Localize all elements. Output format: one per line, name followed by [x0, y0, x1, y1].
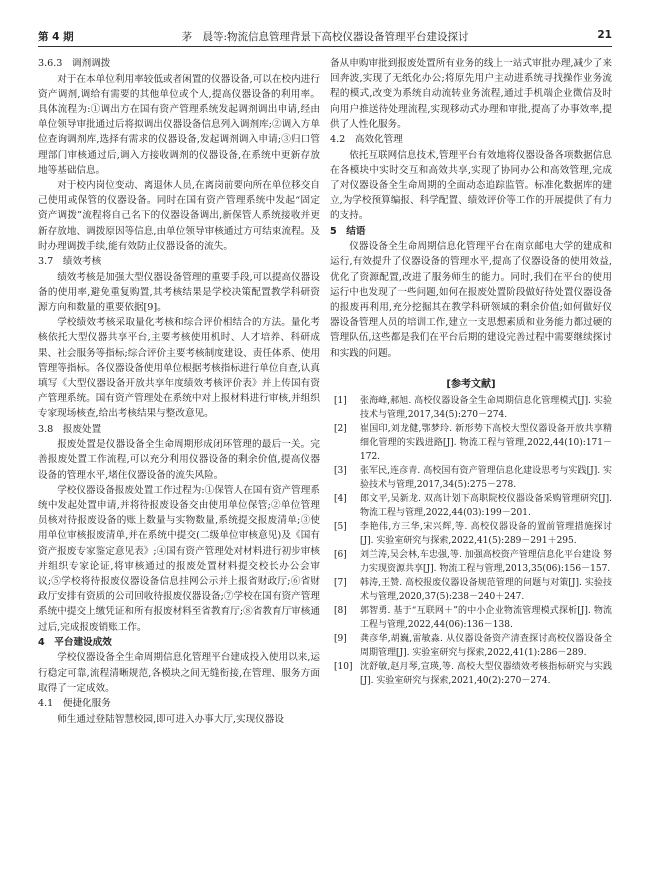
reference-list [330, 394, 612, 688]
section-heading: 4.1 便捷化服务 [38, 698, 111, 710]
reference-text: 崔国印,刘龙健,鄂梦玲. 新形势下高校大型仪器设备开放共享精细化管理的实践进路[J]. 物流工程与管理,2022,44(10):171－172. [360, 423, 612, 462]
paragraph: 依托互联网信息技术,管理平台有效地将仪器设备各项数据信息在各模块中实时交互和高效共享,实现了协同办公和高效管理,完成了对仪器设备全生命周期的全面动态追踪监管。标准化数据库的建立,为学校预算编报、科学配置、绩效评价等工作的开展提供了有力的支持。 [330, 149, 612, 222]
reference-number: [5] [334, 521, 347, 532]
reference-item [330, 492, 612, 520]
reference-item [330, 464, 612, 492]
reference-item [330, 520, 612, 548]
section-heading: 5 结语 [330, 225, 366, 237]
reference-item [330, 604, 612, 632]
reference-number: [3] [334, 465, 347, 476]
paragraph: 仪器设备全生命周期信息化管理平台在南京邮电大学的建成和运行,有效提升了仪器设备的管理水平,提高了仪器设备的使用效益,优化了资源配置,改进了服务师生的能力。同时,我们在平台的使用运行中也发现了一些问题,如何在报废处置阶段做好待处置仪器设备的报废再利用,充分挖掘其在教学科研领域的剩余价值;如何做好仪器设备管理人员的培训工作,建立一支思想素质和业务能力都过硬的管理队伍,这些都是我们在平台后期的建设完善过程中需要继续探讨和实践的问题。 [330, 241, 612, 359]
reference-number: [9] [334, 633, 347, 644]
left-column [38, 56, 320, 727]
paragraph: 对于在本单位利用率较低或者闲置的仪器设备,可以在校内进行资产调剂,调给有需要的其他单位或个人,提高仪器设备的利用率。具体流程为:①调出方在国有资产管理系统发起调剂调出申请,经由单位领导审批通过后将拟调出仪器设备信息列入调剂库;②调入方单位查询调剂库,选择有需求的仪器设备,发起调剂调入申请;③归口管理部门审核通过后,调入方接收调剂的仪器设备,在系统中更新存放地等基础信息。 [38, 73, 320, 176]
reference-number: [6] [334, 549, 347, 560]
section-heading: 4.2 高效化管理 [330, 134, 403, 146]
reference-number: [4] [334, 493, 347, 504]
reference-text: 韩涛,王赞. 高校报废仪器设备规范管理的问题与对策[J]. 实验技术与管理,2020,37(5):238－240＋247. [360, 577, 612, 602]
running-title: 茅 晨等:物流信息管理背景下高校仪器设备管理平台建设探讨 [181, 31, 469, 43]
reference-number: [1] [334, 395, 347, 406]
reference-item [330, 576, 612, 604]
paragraph: 学校绩效考核采取量化考核和综合评价相结合的方法。量化考核依托大型仪器共享平台,主要考核使用机时、人才培养、科研成果、社会服务等指标;综合评价主要考核制度建设、责任体系、使用管理等指标。各仪器设备使用单位根据考核指标进行单位自查,认真填写《大型仪器设备开放共享年度绩效考核评价表》并上传国有资产管理系统。国有资产管理处在系统中对上报材料进行审核,并组织专家现场核查,给出考核结果与整改意见。 [38, 317, 320, 420]
reference-number: [2] [334, 423, 347, 434]
reference-number: [10] [334, 661, 353, 672]
issue-number: 第 4 期 [38, 31, 74, 43]
reference-number: [8] [334, 605, 347, 616]
references-heading: [参考文献] [446, 378, 496, 390]
reference-text: 李艳伟,方三华,宋兴辉,等. 高校仪器设备的置前管理措施探讨[J]. 实验室研究与探索,2022,41(5):289－291＋295. [360, 521, 612, 546]
reference-item [330, 548, 612, 576]
reference-text: 龚彦华,胡巍,雷敏淼. 从仪器设备资产清查探讨高校仪器设备全周期管理[J]. 实验室研究与探索,2022,41(1):286－289. [360, 633, 612, 658]
paragraph: 学校仪器设备全生命周期信息化管理平台建成投入使用以来,运行稳定可靠,流程清晰规范,各模块之间无缝衔接,在管理、服务方面取得了一定成效。 [38, 652, 320, 694]
reference-text: 刘兰涛,吴会林,车忠强,等. 加强高校资产管理信息化平台建设 努力实现资源共享[J]. 物流工程与管理,2013,35(06):156－157. [360, 549, 612, 574]
section-heading: 4 平台建设成效 [38, 636, 112, 648]
paragraph: 师生通过登陆智慧校园,即可进入办事大厅,实现仪器设 [57, 713, 284, 725]
paragraph: 报废处置是仪器设备全生命周期形成闭环管理的最后一关。完善报废处置工作流程,可以充分利用仪器设备的剩余价值,提高仪器设备的管理水平,堵住仪器设备的流失风险。 [38, 439, 320, 481]
reference-text: 张军民,连彦青. 高校国有资产管理信息化建设思考与实践[J]. 实验技术与管理,2017,34(5):275－278. [360, 465, 612, 490]
paragraph: 学校仪器设备报废处置工作过程为:①保管人在国有资产管理系统中发起处置申请,并将待报废设备交由使用单位保管;②单位管理员核对待报废设备的账上数量与实物数量,系统提交报废清单;③使用单位审核报废清单,并在系统中提交(二级单位审核意见)及《国有资产报废专家鉴定意见表》;④国有资产管理处对材料进行初步审核并组织专家论证,将审核通过的报废处置材料提交校长办公会审议;⑤学校将待报废仪器设备信息挂网公示并上报省财政厅;⑥省财政厅安排有资质的公司回收待报废仪器设备;⑦学校在国有资产管理系统中提交上缴凭证和所有报废材料至省教育厅;⑧省教育厅审核通过后,完成报废销账工作。 [38, 484, 320, 633]
reference-text: 张海峰,郝旭. 高校仪器设备全生命周期信息化管理模式[J]. 实验技术与管理,2017,34(5):270－274. [360, 395, 612, 420]
reference-item [330, 632, 612, 660]
reference-number: [7] [334, 577, 347, 588]
section-heading: 3.6.3 调剂调拨 [38, 58, 111, 69]
reference-item [330, 422, 612, 464]
reference-text: 郭智勇. 基于“互联网＋”的中小企业物流管理模式探析[J]. 物流工程与管理,2022,44(06):136－138. [360, 605, 612, 630]
section-heading: 3.8 报废处置 [38, 423, 102, 435]
reference-text: 沈舒敏,赵月琴,宣瑛,等. 高校大型仪器绩效考核指标研究与实践[J]. 实验室研究与探索,2021,40(2):270－274. [360, 661, 612, 686]
section-heading: 3.7 绩效考核 [38, 256, 102, 268]
paragraph: 绩效考核是加强大型仪器设备管理的重要手段,可以提高仪器设备的使用率,避免重复购置,其考核结果是学校决策配置教学科研资源方向和数量的重要依据[9]。 [38, 271, 320, 314]
reference-item [330, 660, 612, 688]
reference-item [330, 394, 612, 422]
page-number: 21 [597, 29, 612, 41]
paragraph: 对于校内岗位变动、离退休人员,在离岗前要向所在单位移交自己使用或保管的仪器设备。同时在国有资产管理系统中发起“固定资产调拨”流程将自己名下的仪器设备调出,新保管人系统接收并更新存放地、调拨原因等信息,由单位领导审核通过方可结束流程。及时办理调拨手续,能有效防止仪器设备的流失。 [38, 180, 320, 252]
running-header [38, 26, 612, 47]
right-column [330, 56, 612, 688]
reference-text: 郎文平,吴新龙. 双高计划下高职院校仪器设备采购管理研究[J]. 物流工程与管理,2022,44(03):199－201. [360, 493, 612, 518]
paragraph: 备从申购审批到报废处置所有业务的线上一站式审批办理,减少了来回奔波,实现了无纸化办公;将原先用户主动进系统寻找操作业务流程的模式,改变为系统自动流转业务流程,通过手机端企业微信及时向用户推送待处理流程,实现移动式办理和审批,提高了办事效率,提供了人性化服务。 [330, 58, 612, 130]
